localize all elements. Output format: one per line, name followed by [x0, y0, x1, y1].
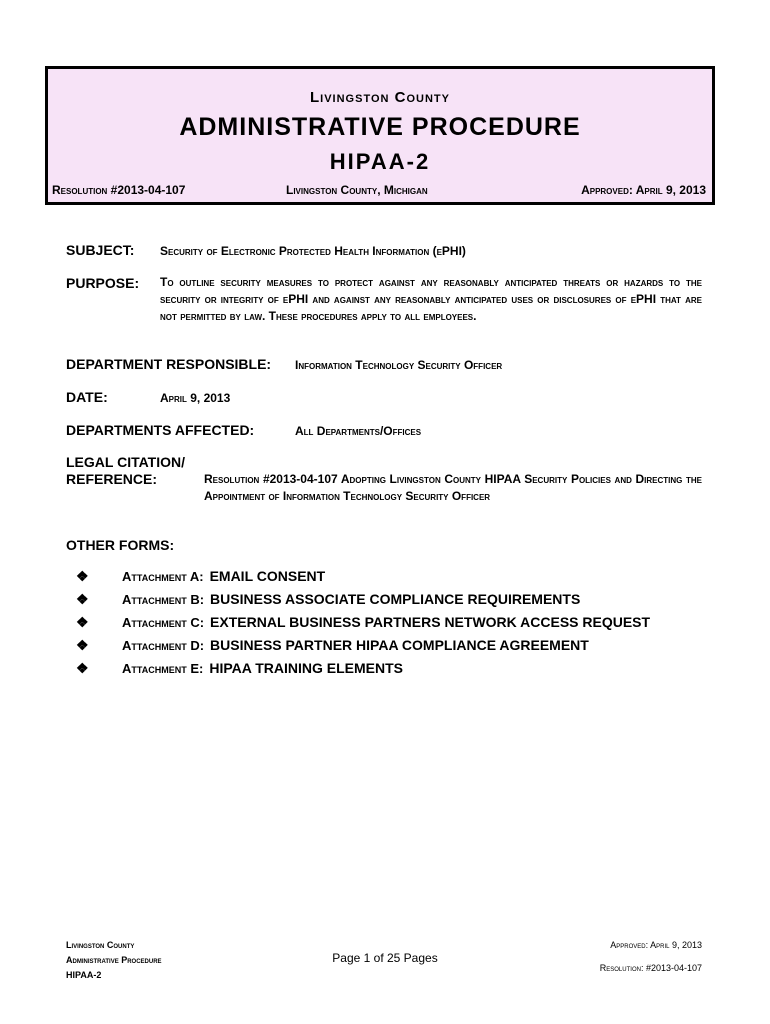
date-value: April 9, 2013: [160, 391, 231, 405]
date-label: DATE:: [66, 389, 108, 405]
attachment-b-title: BUSINESS ASSOCIATE COMPLIANCE REQUIREMENTS: [210, 591, 581, 607]
diamond-bullet-icon: ❖: [76, 637, 89, 653]
department-responsible-label: DEPARTMENT RESPONSIBLE:: [66, 356, 272, 372]
attachment-d-label: Attachment D:: [122, 638, 205, 653]
page-number: Page 1 of 25 Pages: [332, 951, 438, 965]
header-box: [45, 66, 715, 205]
procedure-code: HIPAA-2: [329, 149, 431, 174]
attachment-e-label: Attachment E:: [122, 661, 204, 676]
attachment-d-title: BUSINESS PARTNER HIPAA COMPLIANCE AGREEMENT: [210, 637, 589, 653]
legal-citation-value: Resolution #2013-04-107 Adopting Livingston County HIPAA Security Policies and Directing the Appointment of Information Technology Security Officer: [204, 472, 702, 503]
other-forms-label: OTHER FORMS:: [66, 537, 175, 553]
footer-right: [600, 938, 702, 976]
attachment-a: [76, 568, 325, 588]
header-resolution: Resolution #2013-04-107: [52, 183, 186, 197]
attachment-e-title: HIPAA TRAINING ELEMENTS: [209, 660, 403, 676]
attachment-b-label: Attachment B:: [122, 592, 205, 607]
attachment-c-label: Attachment C:: [122, 615, 205, 630]
reference-label: REFERENCE:: [66, 471, 158, 487]
county-title: Livingston County: [310, 89, 450, 106]
footer-approved: Approved: April 9, 2013: [610, 940, 702, 950]
diamond-bullet-icon: ❖: [76, 568, 89, 584]
departments-affected-value: All Departments/Offices: [295, 424, 422, 438]
attachment-c: [76, 614, 650, 634]
footer-procedure: Administrative Procedure: [66, 955, 162, 965]
footer-county: Livingston County: [66, 940, 135, 950]
departments-affected-label: DEPARTMENTS AFFECTED:: [66, 422, 255, 438]
attachment-a-label: Attachment A:: [122, 569, 204, 584]
attachment-d: [76, 637, 589, 657]
department-responsible-value: Information Technology Security Officer: [295, 358, 503, 372]
diamond-bullet-icon: ❖: [76, 660, 89, 676]
diamond-bullet-icon: ❖: [76, 591, 89, 607]
legal-citation-label: LEGAL CITATION/: [66, 454, 185, 470]
footer-code: HIPAA-2: [66, 970, 102, 980]
header-location: Livingston County, Michigan: [286, 183, 428, 197]
purpose-label: PURPOSE:: [66, 275, 140, 291]
subject-label: SUBJECT:: [66, 242, 135, 258]
purpose-value: To outline security measures to protect against any reasonably anticipated threats or hazards to the security or integrity of ePHI and against any reasonably anticipated uses or disclosures of ePHI that are not permitted by law. These procedures apply to all employees.: [160, 275, 702, 323]
attachment-c-title: EXTERNAL BUSINESS PARTNERS NETWORK ACCESS REQUEST: [210, 614, 651, 630]
header-approved: Approved: April 9, 2013: [581, 183, 706, 197]
attachment-a-title: EMAIL CONSENT: [209, 568, 326, 584]
attachment-b: [76, 591, 580, 611]
footer-resolution: Resolution: #2013-04-107: [599, 963, 702, 973]
attachment-e: [76, 660, 403, 680]
procedure-title: ADMINISTRATIVE PROCEDURE: [179, 113, 581, 141]
subject-value: Security of Electronic Protected Health Information (ePHI): [160, 244, 466, 258]
diamond-bullet-icon: ❖: [76, 614, 89, 630]
